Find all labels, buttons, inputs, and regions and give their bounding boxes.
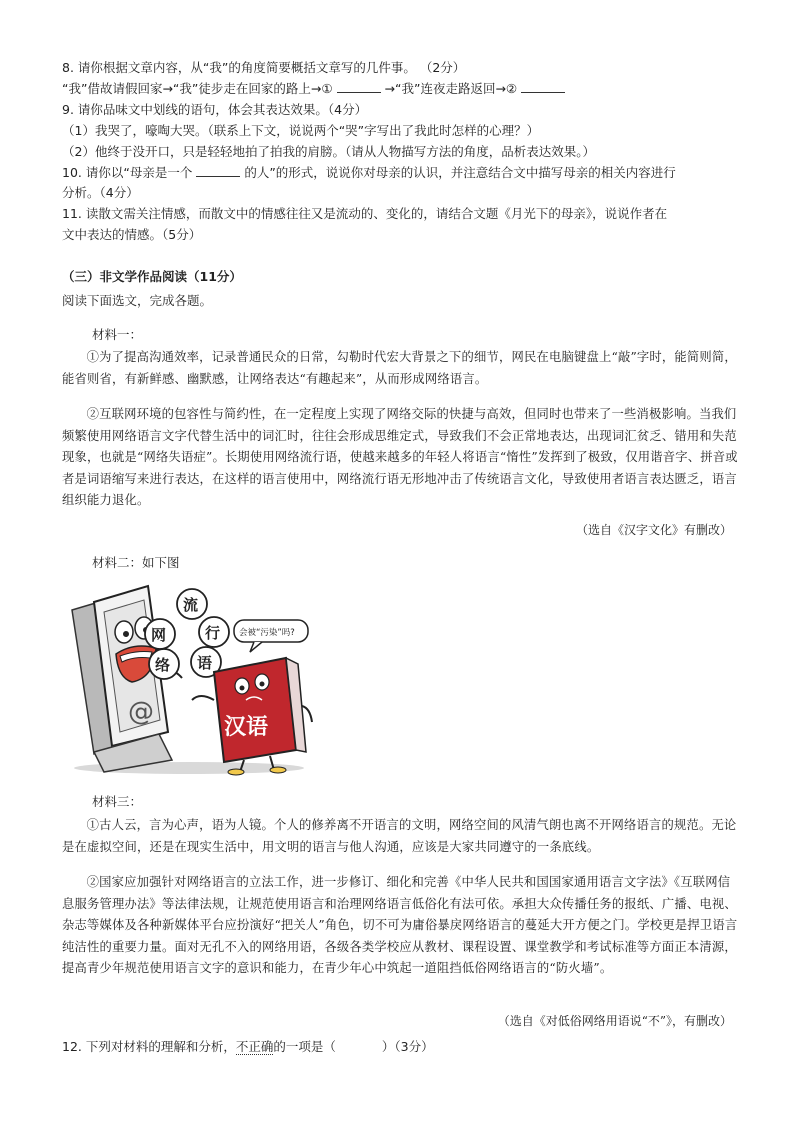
material-3-label: 材料三：: [92, 794, 143, 809]
bubble-liu: [177, 589, 207, 619]
q8-chain-start: “我”借故请假回家→“我”徒步走在回家的路上→①: [62, 81, 333, 96]
material-1-label: 材料一：: [92, 327, 143, 342]
question-8-chain: [62, 80, 565, 98]
answer-blank-3[interactable]: [196, 164, 240, 177]
cartoon-illustration: [64, 582, 314, 777]
svg-text:行: 行: [205, 624, 221, 642]
question-11: 11. 读散文需关注情感，而散文中的情感往往又是流动的、变化的，请结合文题《月光下的母亲》，说说作者在: [62, 206, 668, 221]
emphasis-not-correct: 不正确: [235, 1039, 274, 1054]
material-3-para-1: ①古人云，言为心声，语为人镜。个人的修养离不开语言的文明，网络空间的风清气朗也离不开网络语言的规范。无论是在虚拟空间，还是在现实生活中，用文明的语言与他人沟通，应该是大家共同遵守的一条底线。: [62, 818, 737, 854]
question-9-part-1: （1）我哭了，嚎啕大哭。（联系上下文，说说两个“哭”字写出了我此时怎样的心理？）: [62, 123, 540, 138]
q10-prefix: 10. 请你以“母亲是一个: [62, 165, 193, 180]
answer-blank-2[interactable]: [521, 80, 565, 93]
answer-blank-1[interactable]: [337, 80, 381, 93]
question-10: [62, 164, 676, 182]
bubble-xing: [199, 617, 229, 647]
question-11-cont: 文中表达的情感。（5分）: [62, 227, 202, 242]
q8-chain-mid: →“我”连夜走路返回→②: [384, 81, 518, 96]
svg-text:网: 网: [151, 626, 167, 644]
material-2-label: 材料二：如下图: [92, 555, 180, 570]
bubble-wang: [145, 619, 175, 649]
material-3-text: [62, 815, 742, 980]
svg-text:会被“污染”吗?: 会被“污染”吗?: [239, 628, 295, 638]
material-3-source: （选自《对低俗网络用语说“不”》，有删改）: [497, 1014, 732, 1028]
material-1-para-2: ②互联网环境的包容性与简约性，在一定程度上实现了网络交际的快捷与高效，但同时也带来了一些消极影响。当我们频繁使用网络语言文字代替生活中的词汇时，往往会形成思维定式，导致我们不会正常地表达，出现词汇贫乏、错用和失范现象，也就是“网络失语症”。长期使用网络流行语，使越来越多的年轻人将语言“惰性”发挥到了极致，仅用谐音字、拼音或者是词语缩写来进行表达，在这样的语言使用中，网络流行语无形地冲击了传统语言文化，导致使用者语言表达匮乏，语言组织能力退化。: [62, 407, 738, 507]
svg-text:流: 流: [183, 596, 199, 614]
svg-text:络: 络: [155, 656, 171, 674]
svg-text:语: 语: [197, 654, 213, 672]
question-10-cont: 分析。（4分）: [62, 185, 139, 200]
question-12: 12. 下列对材料的理解和分析，不正确的一项是（ ）（3分）: [62, 1039, 434, 1054]
material-3-para-2: ②国家应加强针对网络语言的立法工作，进一步修订、细化和完善《中华人民共和国国家通用语言文字法》《互联网信息服务管理办法》等法律法规，让规范使用语言和治理网络语言低俗化有法可依。承担大众传播任务的报纸、广播、电视、杂志等媒体及各种新媒体平台应扮演好“把关人”角色，切不可为庸俗暴戾网络语言的蔓延大开方便之门。学校更是捍卫语言纯洁性的重要力量。面对无孔不入的网络用语，各级各类学校应从教材、课程设置、课堂教学和考试标准等方面正本清源，提高青少年规范使用语言文字的意识和能力，在青少年心中筑起一道阻挡低俗网络语言的“防火墙”。: [62, 875, 738, 975]
material-1-text: [62, 347, 742, 512]
at-symbol-icon: @: [128, 697, 154, 727]
material-1-para-1: ①为了提高沟通效率，记录普通民众的日常，勾勒时代宏大背景之下的细节，网民在电脑键盘上“敲”字时，能简则简，能省则省，有新鲜感、幽默感，让网络表达“有趣起来”，从而形成网络语言。: [62, 350, 737, 386]
speech-bubble: [234, 620, 308, 652]
bubble-luo: [149, 649, 179, 679]
material-1-source: （选自《汉字文化》有删改）: [575, 523, 732, 537]
section-title: （三）非文学作品阅读（11分）: [62, 269, 242, 284]
q10-suffix: 的人”的形式，说说你对母亲的认识，并注意结合文中描写母亲的相关内容进行: [244, 165, 676, 180]
question-9-part-2: （2）他终于没开口，只是轻轻地拍了拍我的肩膀。（请从人物描写方法的角度，品析表达效果。）: [62, 144, 595, 159]
question-9: 9. 请你品味文中划线的语句，体会其表达效果。（4分）: [62, 102, 368, 117]
section-instruction: 阅读下面选文，完成各题。: [62, 293, 213, 308]
book-title: 汉语: [224, 715, 269, 740]
question-8: 8. 请你根据文章内容，从“我”的角度简要概括文章写的几件事。 （2分）: [62, 60, 466, 75]
